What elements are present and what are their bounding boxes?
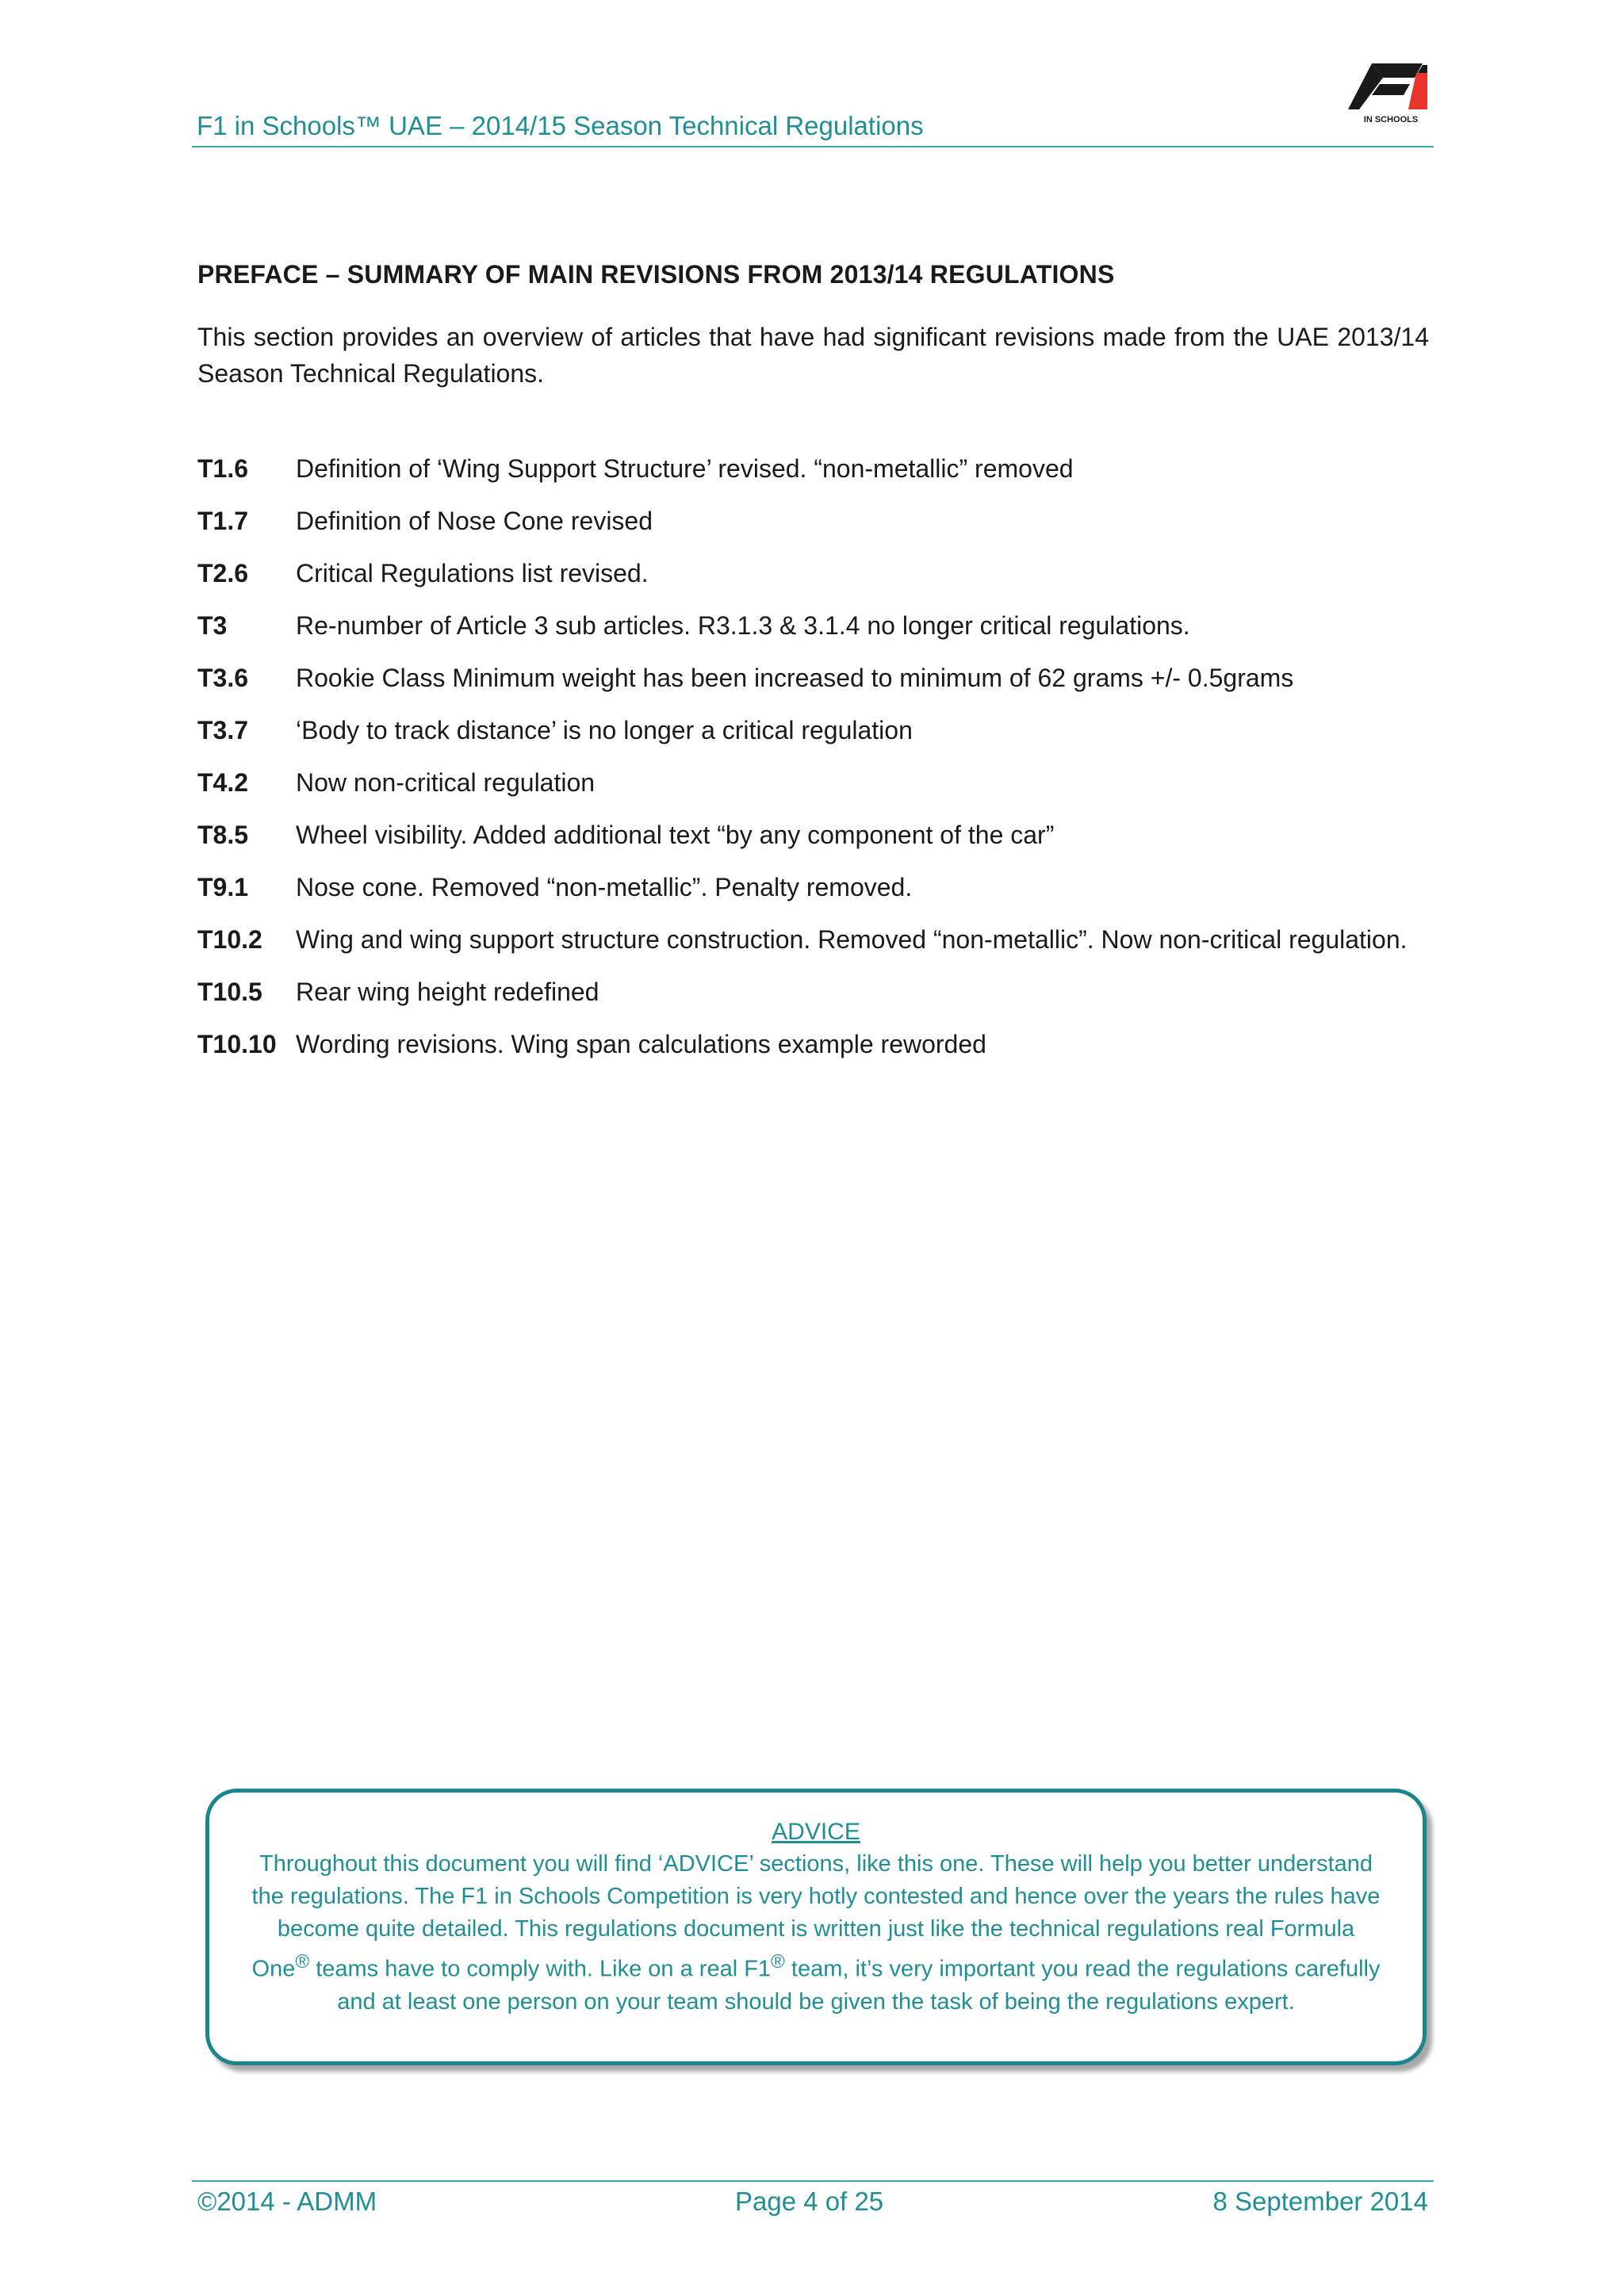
- revision-code: T10.5: [197, 978, 262, 1006]
- revision-text: Wheel visibility. Added additional text “by any component of the car”: [296, 821, 1055, 849]
- revision-code: T8.5: [197, 821, 249, 849]
- advice-box: [205, 1789, 1427, 2065]
- advice-text-part: Throughout this document you will find ‘ADVICE’ sections, like this one. These will help you better understand the regulations. The F1 in Schools Competition is very hotly contested and hence over the years the rules have become quite detailed. This regulations document is written just like the technical regulations real Formula One: [251, 1851, 1381, 1982]
- footer-page-number: Page 4 of 25: [735, 2187, 884, 2216]
- revision-text: ‘Body to track distance’ is no longer a critical regulation: [296, 716, 913, 744]
- advice-text: [247, 1848, 1385, 2019]
- footer-date: 8 September 2014: [1212, 2187, 1428, 2216]
- revision-item: [197, 607, 1434, 644]
- revision-code: T2.6: [197, 559, 249, 587]
- revision-item: [197, 869, 1434, 905]
- revision-text: Wing and wing support structure construction. Removed “non-metallic”. Now non-critical regulation.: [296, 925, 1408, 954]
- revision-text: Now non-critical regulation: [296, 768, 596, 797]
- revision-text: Critical Regulations list revised.: [296, 559, 649, 587]
- revision-code: T1.6: [197, 454, 249, 483]
- revision-list: [197, 450, 1434, 1078]
- revision-text: Re-number of Article 3 sub articles. R3.1.3 & 3.1.4 no longer critical regulations.: [296, 611, 1190, 640]
- revision-item: [197, 712, 1434, 748]
- header-title: F1 in Schools™ UAE – 2014/15 Season Technical Regulations: [197, 111, 924, 140]
- preface-intro: This section provides an overview of articles that have had significant revisions made from the UAE 2013/14 Season Technical Regulations.: [197, 323, 1429, 388]
- footer-divider: [192, 2180, 1434, 2182]
- registered-mark: ®: [295, 1951, 310, 1973]
- revision-text: Wording revisions. Wing span calculations example reworded: [296, 1030, 986, 1058]
- header-divider: [192, 146, 1434, 147]
- revision-text: Definition of Nose Cone revised: [296, 507, 653, 535]
- registered-mark: ®: [771, 1951, 785, 1973]
- revision-item: [197, 555, 1434, 591]
- revision-item: [197, 974, 1434, 1010]
- footer-copyright: ©2014 - ADMM: [197, 2187, 377, 2216]
- revision-item: [197, 817, 1434, 853]
- revision-code: T9.1: [197, 873, 249, 901]
- logo-text: IN SCHOOLS: [1363, 115, 1419, 124]
- revision-item: [197, 921, 1434, 958]
- revision-code: T4.2: [197, 768, 249, 797]
- f1-in-schools-logo: [1348, 62, 1434, 125]
- revision-item: [197, 1026, 1434, 1062]
- revision-code: T3.6: [197, 664, 249, 692]
- revision-text: Nose cone. Removed “non-metallic”. Penalty removed.: [296, 873, 913, 901]
- revision-code: T10.2: [197, 925, 262, 954]
- preface-heading: PREFACE – SUMMARY OF MAIN REVISIONS FROM 2013/14 REGULATIONS: [197, 260, 1115, 289]
- revision-code: T3: [197, 611, 228, 640]
- revision-code: T10.10: [197, 1030, 277, 1058]
- advice-text-part: team, it’s very important you read the regulations carefully and at least one person on your team should be given the task of being the regulations expert.: [337, 1956, 1381, 2015]
- revision-code: T1.7: [197, 507, 249, 535]
- revision-item: [197, 764, 1434, 801]
- revision-item: [197, 660, 1434, 696]
- advice-title: ADVICE: [772, 1819, 860, 1845]
- revision-code: T3.7: [197, 716, 249, 744]
- revision-text: Definition of ‘Wing Support Structure’ revised. “non-metallic” removed: [296, 454, 1074, 483]
- revision-item: [197, 503, 1434, 539]
- revision-item: [197, 450, 1434, 487]
- revision-text: Rear wing height redefined: [296, 978, 599, 1006]
- advice-text-part: teams have to comply with. Like on a real F1: [309, 1956, 772, 1982]
- revision-text: Rookie Class Minimum weight has been increased to minimum of 62 grams +/- 0.5grams: [296, 664, 1294, 692]
